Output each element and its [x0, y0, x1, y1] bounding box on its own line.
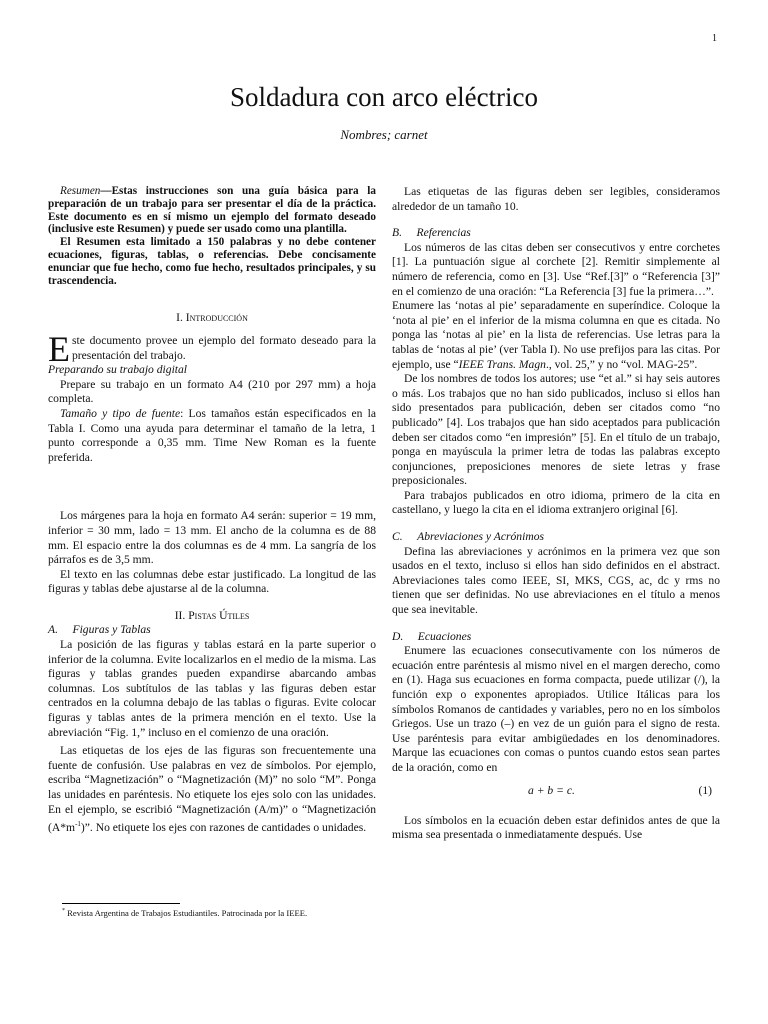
abstract-dash: — [100, 185, 112, 197]
equation-1 [392, 784, 720, 800]
paragraph-simbolos: Los símbolos en la ecuación deben estar definidos antes de que la misma sea presentada o inmediatamente después. Use [392, 813, 720, 842]
intro-paragraph [48, 328, 376, 369]
paper-title: Soldadura con arco eléctrico [229, 82, 539, 112]
sub-b-label: B. [392, 226, 402, 240]
paragraph-etiquetas-legibles: Las etiquetas de las figuras deben ser legibles, consideramos alrededor de un tamaño 10. [392, 185, 720, 213]
ejes-superscript: -1 [75, 820, 81, 829]
footnote-text: Revista Argentina de Trabajos Estudiantiles. Patrocinada por la IEEE. [67, 908, 308, 918]
left-column [48, 185, 376, 836]
footnote [62, 908, 307, 918]
sub-c-label: C. [392, 530, 403, 544]
paragraph-tamano-fuente [48, 407, 376, 465]
paragraph-acronimos: Defina las abreviaciones y acrónimos en la primera vez que son usados en el texto, incluso si ellos han sido definidos en el abstract. Abreviaciones tales como IEEE, SI, MKS, CGS, ac, dc y rms no tienen que ser definidas. No use abreviaciones en el título a menos que sea inevitable. [392, 544, 720, 617]
sub-d-label: D. [392, 629, 404, 643]
page-number: 1 [712, 33, 717, 44]
equation-number: (1) [698, 783, 712, 797]
paragraph-ecuaciones: Enumere las ecuaciones consecutivamente con los números de ecuación entre paréntesis al mismo nivel en el margen derecho, como en (1). Haga sus ecuaciones en forma compacta, puede utilizar (/), la función exp o exponentes apropiados. Utilice Itálicas para los símbolos Romanos de cantidades y variables, pero no en los símbolos Griegos. Use un trazo (–) en vez de un guión para el signo de resta. Use paréntesis para evitar ambigüedades en los denominadores. Marque las ecuaciones con comas o puntos cuando estos sean partes de la oración, como en [392, 644, 720, 774]
abstract-text-1: Estas instrucciones son una guía básica para la preparación de un trabajo para ser presentar el día de la práctica. Este documento es en sí mismo un ejemplo del formato deseado (inclusive este Resumen) y puede ser usado como una plantilla. [48, 185, 376, 236]
sub-a-label: A. [48, 623, 58, 637]
section-heading-pistas: II. Pistas Útiles [174, 608, 250, 622]
section-heading-introduccion: I. Introducción [176, 311, 248, 325]
subheading-preparando: Preparando su trabajo digital [48, 363, 188, 377]
drop-cap: E [48, 328, 70, 369]
notas-text-a: Enumere las ‘notas al pie’ separadamente en superíndice. Coloque la ‘nota al pie’ en el inferior de la misma columna en que es citada. No ponga las ‘notas al pie’ en la lista de referencias. Use letras para la tablas de ‘notas al pie’ (ver Tabla I). No use prefijos para las citas. Por ejemplo, use “ [392, 299, 720, 371]
sub-d-title: Ecuaciones [417, 629, 472, 643]
right-column [392, 185, 720, 843]
paragraph-etiquetas-ejes [48, 744, 376, 835]
tamano-text: : Los tamaños están especificados en la Tabla I. Como una ayuda para determinar el tamaño de la letra, 1 punto corresponde a 0,35 mm. Time New Roman es la fuente preferida. [48, 406, 376, 464]
sub-c-title: Abreviaciones y Acrónimos [417, 530, 544, 544]
abstract-paragraph-1 [48, 185, 376, 236]
tamano-lead: Tamaño y tipo de fuente [60, 406, 181, 420]
subheading-abreviaciones [392, 530, 720, 545]
paragraph-posicion-figuras: La posición de las figuras y tablas estará en la parte superior o inferior de la columna. Evite localizarlos en el medio de la misma. Las figuras y tablas grandes pueden expandirse abarcando ambas columnas. Los subtítulos de las tablas y las figuras deben estar centrados en la columna debajo de las tablas o figuras. Evite colocar figuras y tablas antes de la primera mención en el texto. Use la abreviación “Fig. 1,” incluso en el comienzo de una oración. [48, 638, 376, 739]
equation-expression: a + b = c. [528, 783, 575, 797]
intro-text: ste documento provee un ejemplo del formato deseado para la presentación del trabajo. [72, 333, 376, 362]
paragraph-justificado: El texto en las columnas debe estar justificado. La longitud de las figuras y tablas debe ajustarse al de la columna. [48, 567, 376, 596]
paragraph-citas: Los números de las citas deben ser consecutivos y entre corchetes [1]. La puntuación sigue al corchete [2]. Remitir simplemente al número de referencia, como en [3]. Use “Ref.[3]” o “Referencia [3]” en el comienzo de una oración: “La Referencia [3] fue la primera…”. [392, 240, 720, 298]
authors: Nombres; carnet [340, 127, 428, 142]
paragraph-notas-pie [392, 299, 720, 372]
footnote-mark: * [62, 908, 65, 915]
notas-journal: IEEE Trans. Magn [458, 357, 546, 371]
subheading-referencias [392, 226, 720, 241]
paragraph-otro-idioma: Para trabajos publicados en otro idioma, primero de la cita en castellano, y luego la cita en el idioma extranjero original [6]. [392, 488, 720, 517]
footnote-divider [62, 903, 180, 904]
subheading-figuras-tablas [48, 623, 376, 638]
abstract-paragraph-2: El Resumen esta limitado a 150 palabras y no debe contener ecuaciones, figuras, tablas, o referencias. Debe concisamente enunciar que fue hecho, como fue hecho, resultados principales, y su trascendencia. [48, 236, 376, 287]
abstract-lead: Resumen [60, 185, 101, 197]
paragraph-margenes: Los márgenes para la hoja en formato A4 serán: superior = 19 mm, inferior = 30 mm, lado = 13 mm. El ancho de la columna es de 88 mm. El espacio entre la dos columnas es de 4 mm. La sangría de los párrafos es de 3,5 mm. [48, 509, 376, 567]
paragraph-autores: De los nombres de todos los autores; use “et al.” si hay seis autores o más. Los trabajos que no han sido publicados, incluso si ellos han sido presentados para publicación, deben ser citados como “no publicado” [4]. Los trabajos que han sido aceptados para publicación deben ser citados como “en impresión” [5]. En el título de un trabajo, ponga en mayúscula la primer letra de todas las palabras excepto conjunciones, preposiciones menores de siete letras y frase preposicionales. [392, 372, 720, 488]
ejes-text-b: )”. No etiquete los ejes con razones de cantidades o unidades. [80, 821, 367, 835]
abstract [48, 185, 376, 287]
sub-b-title: Referencias [416, 226, 471, 240]
sub-a-title: Figuras y Tablas [72, 623, 151, 637]
subheading-ecuaciones [392, 630, 720, 645]
notas-text-b: ., vol. 25,” y no “vol. MAG-25”. [545, 357, 698, 371]
paragraph-formato-a4: Prepare su trabajo en un formato A4 (210 por 297 mm) a hoja completa. [48, 377, 376, 406]
ejes-text-a: Las etiquetas de los ejes de las figuras son frecuentemente una fuente de confusión. Use palabras en vez de símbolos. Por ejemplo, escriba “Magnetización” o “Magnetización (M)” no solo “M”. Ponga las unidades en paréntesis. No etiquete los ejes solo con las unidades. En el ejemplo, se escribió “Magnetización (A/m)” o “Magnetización (A*m [48, 744, 376, 835]
